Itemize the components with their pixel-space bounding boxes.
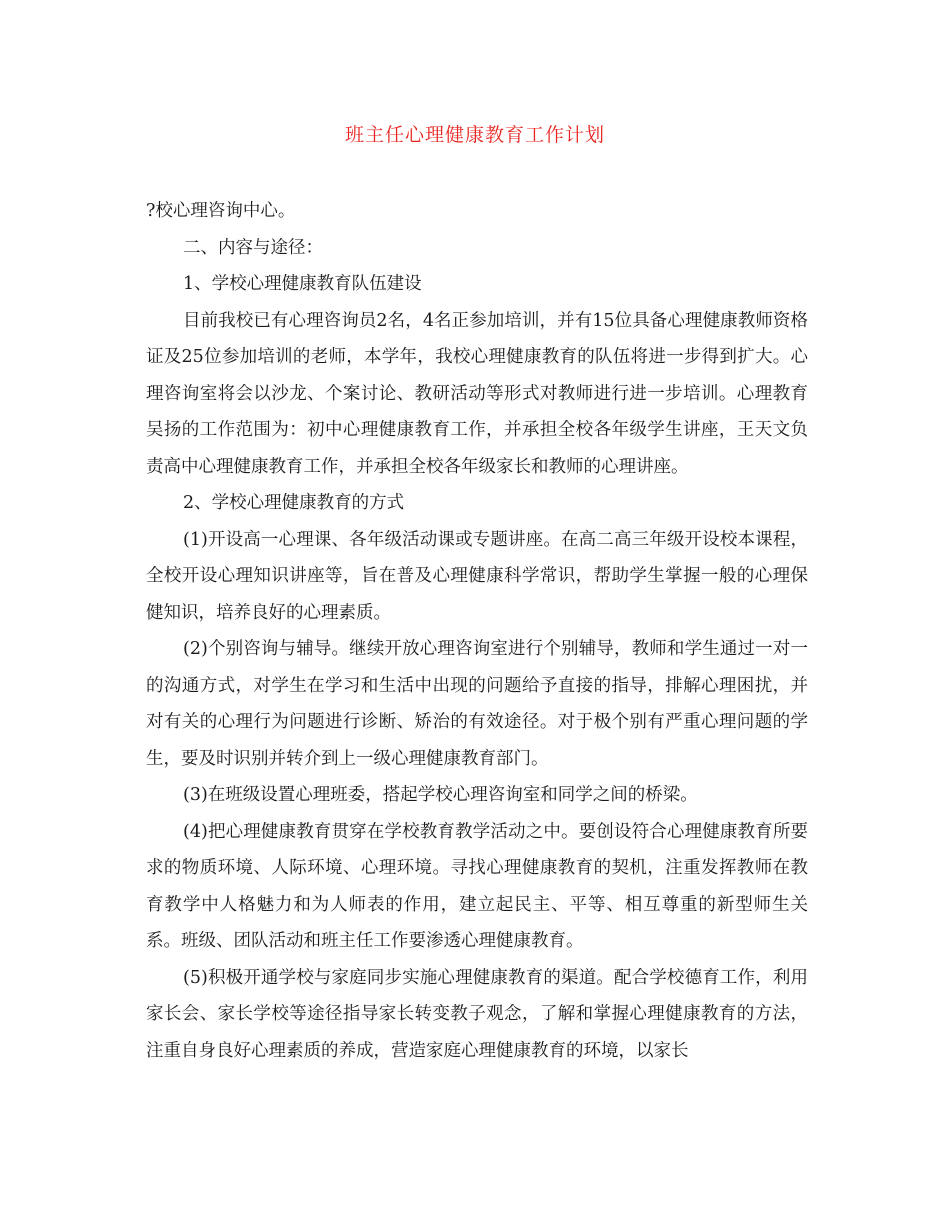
paragraph-method-4: (4)把心理健康教育贯穿在学校教育教学活动之中。要创设符合心理健康教育所要求的物质环境、人际环境、心理环境。寻找心理健康教育的契机，注重发挥教师在教育教学中人格魅力和为人师表的作用，建立起民主、平等、相互尊重的新型师生关系。班级、团队活动和班主任工作要渗透心理健康教育。 <box>146 821 808 951</box>
paragraph-method-3: (3)在班级设置心理班委，搭起学校心理咨询室和同学之间的桥梁。 <box>183 785 698 805</box>
paragraph-continuation: ?校心理咨询中心。 <box>146 201 296 221</box>
paragraph-method-1: (1)开设高一心理课、各年级活动课或专题讲座。在高二高三年级开设校本课程，全校开设心理知识讲座等，旨在普及心理健康科学常识，帮助学生掌握一般的心理保健知识，培养良好的心理素质。 <box>146 529 808 623</box>
section-heading-content-and-approach: 二、内容与途径： <box>183 237 323 258</box>
paragraph-team-building: 目前我校已有心理咨询员2名，4名正参加培训，并有15位具备心理健康教师资格证及25位参加培训的老师，本学年，我校心理健康教育的队伍将进一步得到扩大。心理咨询室将会以沙龙、个案讨论、教研活动等形式对教师进行进一步培训。心理教育吴扬的工作范围为：初中心理健康教育工作，并承担全校各年级学生讲座，王天文负责高中心理健康教育工作，并承担全校各年级家长和教师的心理讲座。 <box>146 310 808 477</box>
subheading-methods: 2、学校心理健康教育的方式 <box>183 493 405 513</box>
document-body <box>146 193 808 1069</box>
subheading-team-building: 1、学校心理健康教育队伍建设 <box>183 274 422 294</box>
document-title: 班主任心理健康教育工作计划 <box>344 124 605 146</box>
paragraph-method-2: (2)个别咨询与辅导。继续开放心理咨询室进行个别辅导，教师和学生通过一对一的沟通方式，对学生在学习和生活中出现的问题给予直接的指导，排解心理困扰，并对有关的心理行为问题进行诊断、矫治的有效途径。对于极个别有严重心理问题的学生，要及时识别并转介到上一级心理健康教育部门。 <box>146 639 808 769</box>
paragraph-method-5: (5)积极开通学校与家庭同步实施心理健康教育的渠道。配合学校德育工作，利用家长会、家长学校等途径指导家长转变教子观念，了解和掌握心理健康教育的方法，注重自身良好心理素质的养成，营造家庭心理健康教育的环境，以家长 <box>146 967 808 1061</box>
